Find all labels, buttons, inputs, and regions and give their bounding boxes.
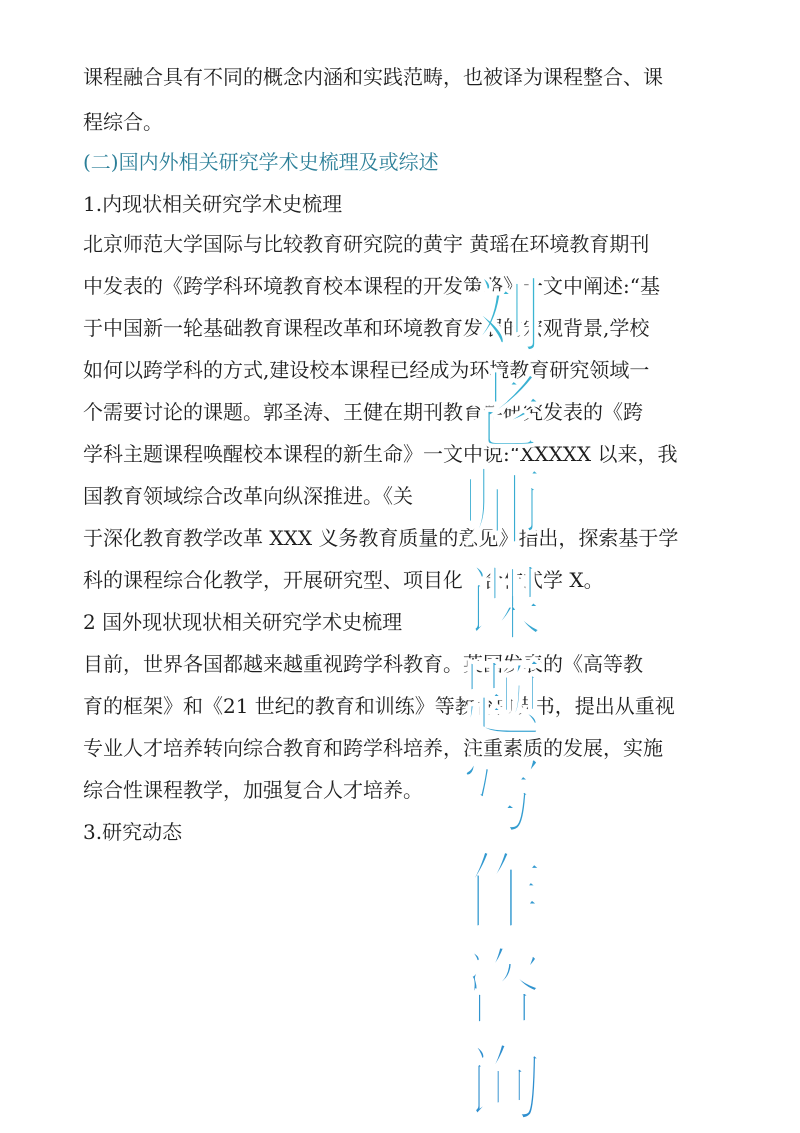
paragraph-line: 目前，世界各国都越来越重视跨学科教育。英国发表的《高等教 [83,652,643,676]
subsection-heading: 2 国外现状现状相关研究学术史梳理 [83,610,403,634]
paragraph-line: 如何以跨学科的方式,建设校本课程已经成为环境教育研究领域一 [83,358,650,382]
watermark-char: 询 [459,1035,544,1133]
watermark-char: 刘 [459,267,544,365]
watermark-char: 题 [459,651,544,749]
watermark-char: 写 [459,747,544,845]
paragraph-line: 育的框架》和《21 世纪的教育和训练》等教育白皮书，提出从重视 [83,694,675,718]
paragraph-line: 北京师范大学国际与比较教育研究院的黄宇 黄瑶在环境教育期刊 [83,232,650,256]
paragraph-line: 中发表的《跨学科环境教育校本课程的开发策略》一文中阐述:“基 [83,274,660,298]
paragraph-line: 于深化教育教学改革 XXX 义务教育质量的意见》指出，探索基于学 [83,526,679,550]
paragraph-line: 科的课程综合化教学，开展研究型、项目化、合作式学 X。 [83,568,604,592]
subsection-heading: 3.研究动态 [83,820,183,844]
watermark-char: 作 [459,843,544,941]
watermark-char: 师 [459,459,544,557]
watermark-char: 咨 [459,939,544,1037]
paragraph-line: 课程融合具有不同的概念内涵和实践范畴，也被译为课程整合、课 [83,65,663,89]
watermark-char: 课 [459,555,544,653]
section-heading: (二)国内外相关研究学术史梳理及或综述 [83,150,439,174]
paragraph-line: 个需要讨论的课题。郭圣涛、王健在期刊教育学研究发表的《跨 [83,400,643,424]
paragraph-line: 于中国新一轮基础教育课程改革和环境教育发展的宏观背景,学校 [83,316,650,340]
subsection-heading: 1.内现状相关研究学术史梳理 [83,192,343,216]
paragraph-line: 综合性课程教学，加强复合人才培养。 [83,778,423,802]
paragraph-line: 程综合。 [83,110,163,134]
paragraph-line: 国教育领域综合改革向纵深推进。《关 [83,484,413,508]
paragraph-line: 学科主题课程唤醒校本课程的新生命》一文中说:“XXXXX 以来，我 [83,442,678,466]
paragraph-line: 专业人才培养转向综合教育和跨学科培养，注重素质的发展，实施 [83,736,663,760]
watermark-char: 老 [459,363,544,461]
